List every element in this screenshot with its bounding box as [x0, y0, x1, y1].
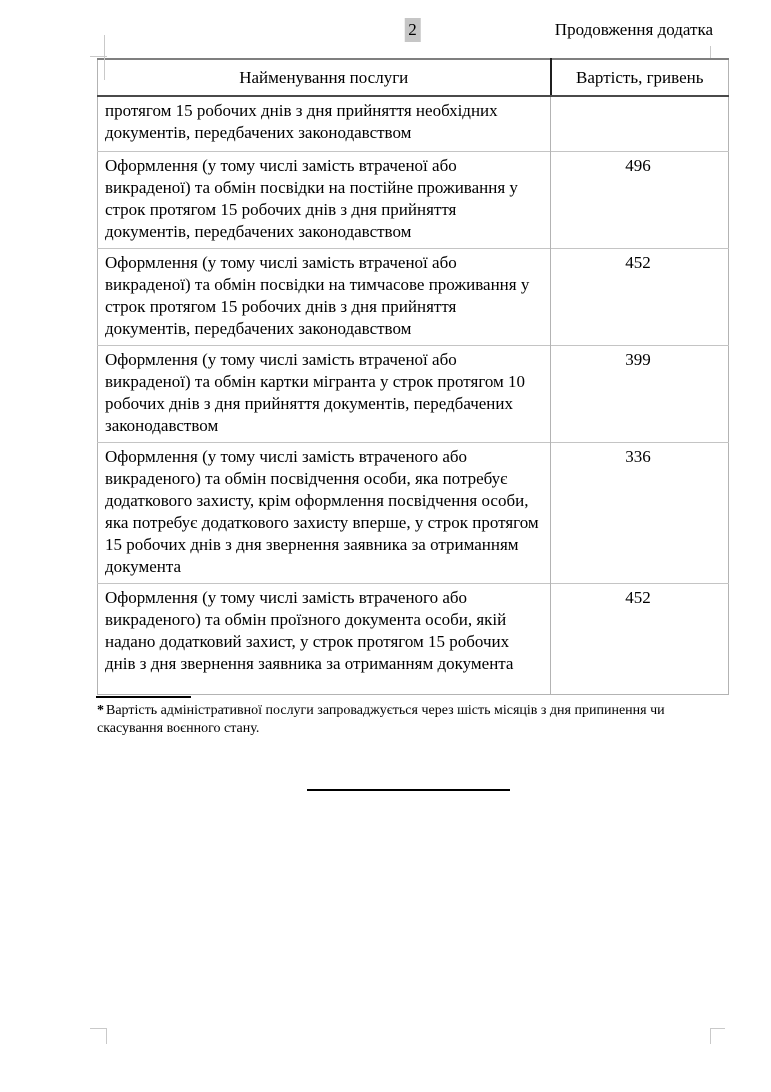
column-header-price: Вартість, гривень: [551, 59, 729, 96]
price-cell: 452: [551, 249, 729, 346]
continuation-label: Продовження додатка: [554, 20, 713, 39]
footnote: [97, 702, 717, 737]
table-row: [98, 346, 729, 443]
text-boundary-mark-bottom-right: [710, 1028, 725, 1044]
service-cell: Оформлення (у тому числі замість втраченої або викраденої) та обмін посвідки на тимчасове проживання у строк протягом 15 робочих днів з дня прийняття документів, передбачених законодавством: [98, 249, 551, 346]
table-row: [98, 249, 729, 346]
table-row: [98, 584, 729, 695]
end-of-document-rule: [307, 789, 510, 791]
table-row: [98, 96, 729, 152]
footnote-text: Вартість адміністративної послуги запроваджується через шість місяців з дня припинення чи скасування воєнного стану.: [97, 703, 665, 736]
footnote-marker: *: [97, 703, 104, 718]
price-cell: [551, 96, 729, 152]
service-cell: Оформлення (у тому числі замість втраченої або викраденої) та обмін картки мігранта у строк протягом 10 робочих днів з дня прийняття документів, передбачених законодавством: [98, 346, 551, 443]
column-header-service: Найменування послуги: [98, 59, 551, 96]
service-cell: протягом 15 робочих днів з дня прийняття необхідних документів, передбачених законодавством: [98, 96, 551, 152]
text-boundary-mark-bottom-left: [90, 1028, 107, 1044]
service-table-body: [98, 96, 729, 695]
price-cell: 452: [551, 584, 729, 695]
service-cell: Оформлення (у тому числі замість втраченої або викраденої) та обмін посвідки на постійне проживання у строк протягом 15 робочих днів з дня прийняття документів, передбачених законодавством: [98, 152, 551, 249]
price-cell: 336: [551, 443, 729, 584]
services-table: [97, 58, 729, 695]
table-row: [98, 443, 729, 584]
price-cell: 496: [551, 152, 729, 249]
table-header-row: [98, 59, 729, 96]
footnote-separator: [96, 696, 191, 698]
price-cell: 399: [551, 346, 729, 443]
service-cell: Оформлення (у тому числі замість втраченого або викраденого) та обмін проїзного документа особи, якій надано додатковий захист, у строк протягом 15 робочих днів з дня звернення заявника за отриманням документа: [98, 584, 551, 695]
page-number: 2: [404, 18, 421, 42]
table-row: [98, 152, 729, 249]
text-boundary-mark-top-left-horizontal: [90, 56, 107, 57]
text-boundary-mark-top-right: [710, 46, 711, 58]
text-boundary-mark-top-left-vertical: [104, 35, 105, 80]
service-cell: Оформлення (у тому числі замість втраченого або викраденого) та обмін посвідчення особи, яка потребує додаткового захисту, крім оформлення посвідчення особи, яка потребує додаткового захисту вперше, у строк протягом 15 робочих днів з дня звернення заявника за отриманням документа: [98, 443, 551, 584]
page-header: [97, 18, 728, 44]
